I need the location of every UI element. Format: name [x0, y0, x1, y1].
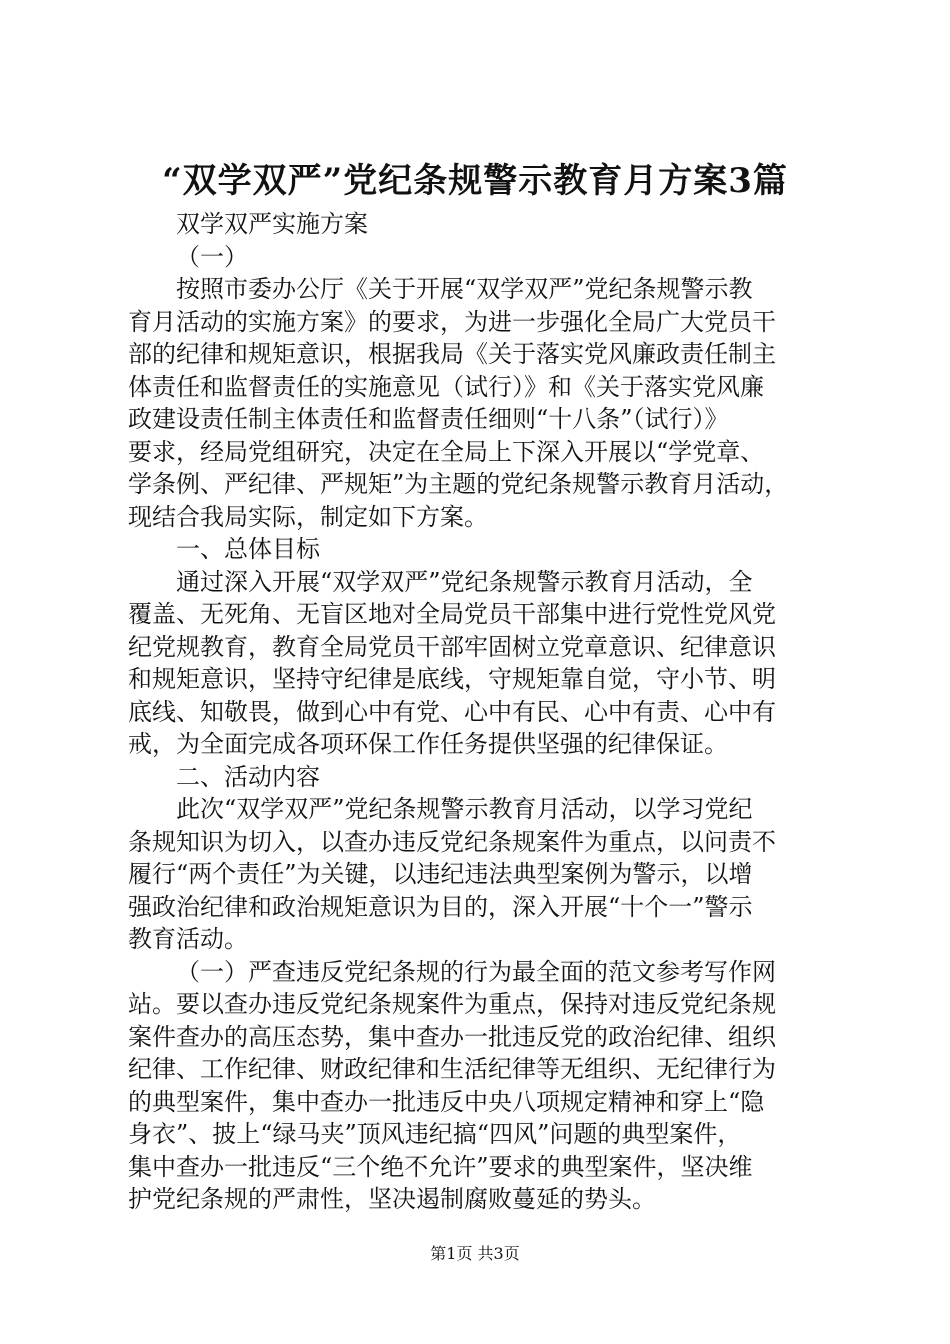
text-line: 护党纪条规的严肃性，坚决遏制腐败蔓延的势头。 [128, 1185, 656, 1213]
document-title: “双学双严”党纪条规警示教育月方案3篇 [162, 161, 788, 201]
section-heading-activities: 二、活动内容 [176, 762, 320, 791]
text-line: 和规矩意识，坚持守纪律是底线，守规矩靠自觉，守小节、明 [128, 665, 776, 693]
page-number: 第1页 共3页 [430, 1244, 520, 1263]
text-line: 按照市委办公厅《关于开展“双学双严”党纪条规警示教 [176, 275, 753, 303]
subtitle: 双学双严实施方案 [176, 210, 368, 238]
paragraph-intro [128, 273, 828, 533]
text-line: 教育活动。 [128, 925, 248, 953]
text-line: 纪律、工作纪律、财政纪律和生活纪律等无组织、无纪律行为 [128, 1055, 776, 1083]
text-line: 底线、知敬畏，做到心中有党、心中有民、心中有责、心中有 [128, 697, 776, 726]
text-line: 覆盖、无死角、无盲区地对全局党员干部集中进行党性党风党 [128, 600, 776, 628]
document-body [128, 208, 828, 1216]
text-line: 强政治纪律和政治规矩意识为目的，深入开展“十个一”警示 [128, 892, 753, 921]
text-line: 站。要以查办违反党纪条规案件为重点，保持对违反党纪条规 [128, 990, 776, 1018]
text-line: 戒，为全面完成各项环保工作任务提供坚强的纪律保证。 [128, 730, 728, 758]
text-line: 身衣”、披上“绿马夹”顶风违纪搞“四风”问题的典型案件， [128, 1120, 742, 1148]
text-line: 部的纪律和规矩意识，根据我局《关于落实党风廉政责任制主 [128, 340, 776, 368]
text-line: 政建设责任制主体责任和监督责任细则“十八条”（试行）》 [128, 405, 729, 433]
text-line: 纪党规教育，教育全局党员干部牢固树立党章意识、纪律意识 [128, 632, 776, 661]
text-line: （一）严查违反党纪条规的行为最全面的范文参考写作网 [176, 957, 776, 986]
text-line: 履行“两个责任”为关键，以违纪违法典型案例为警示，以增 [128, 860, 753, 888]
paragraph-goals [128, 566, 828, 761]
text-line: 的典型案件，集中查办一批违反中央八项规定精神和穿上“隐 [128, 1087, 765, 1116]
section-heading-goals: 一、总体目标 [176, 535, 320, 563]
text-line: 要求，经局党组研究，决定在全局上下深入开展以“学党章、 [128, 437, 765, 466]
text-line: 案件查办的高压态势，集中查办一批违反党的政治纪律、组织 [128, 1022, 776, 1051]
text-line: 体责任和监督责任的实施意见（试行）》和《关于落实党风廉 [128, 372, 764, 401]
text-line: 集中查办一批违反“三个绝不允许”要求的典型案件，坚决维 [128, 1152, 753, 1181]
paragraph-activities [128, 793, 828, 956]
text-line: 此次“双学双严”党纪条规警示教育月活动，以学习党纪 [176, 795, 753, 823]
text-line: 条规知识为切入，以查办违反党纪条规案件为重点，以问责不 [128, 827, 776, 856]
text-line: 育月活动的实施方案》的要求，为进一步强化全局广大党员干 [128, 307, 776, 336]
part-marker: （一） [176, 242, 248, 271]
text-line: 通过深入开展“双学双严”党纪条规警示教育月活动，全 [176, 567, 753, 596]
paragraph-item-one [128, 956, 828, 1216]
text-line: 现结合我局实际，制定如下方案。 [128, 502, 488, 531]
text-line: 学条例、严纪律、严规矩”为主题的党纪条规警示教育月活动， [128, 470, 789, 498]
